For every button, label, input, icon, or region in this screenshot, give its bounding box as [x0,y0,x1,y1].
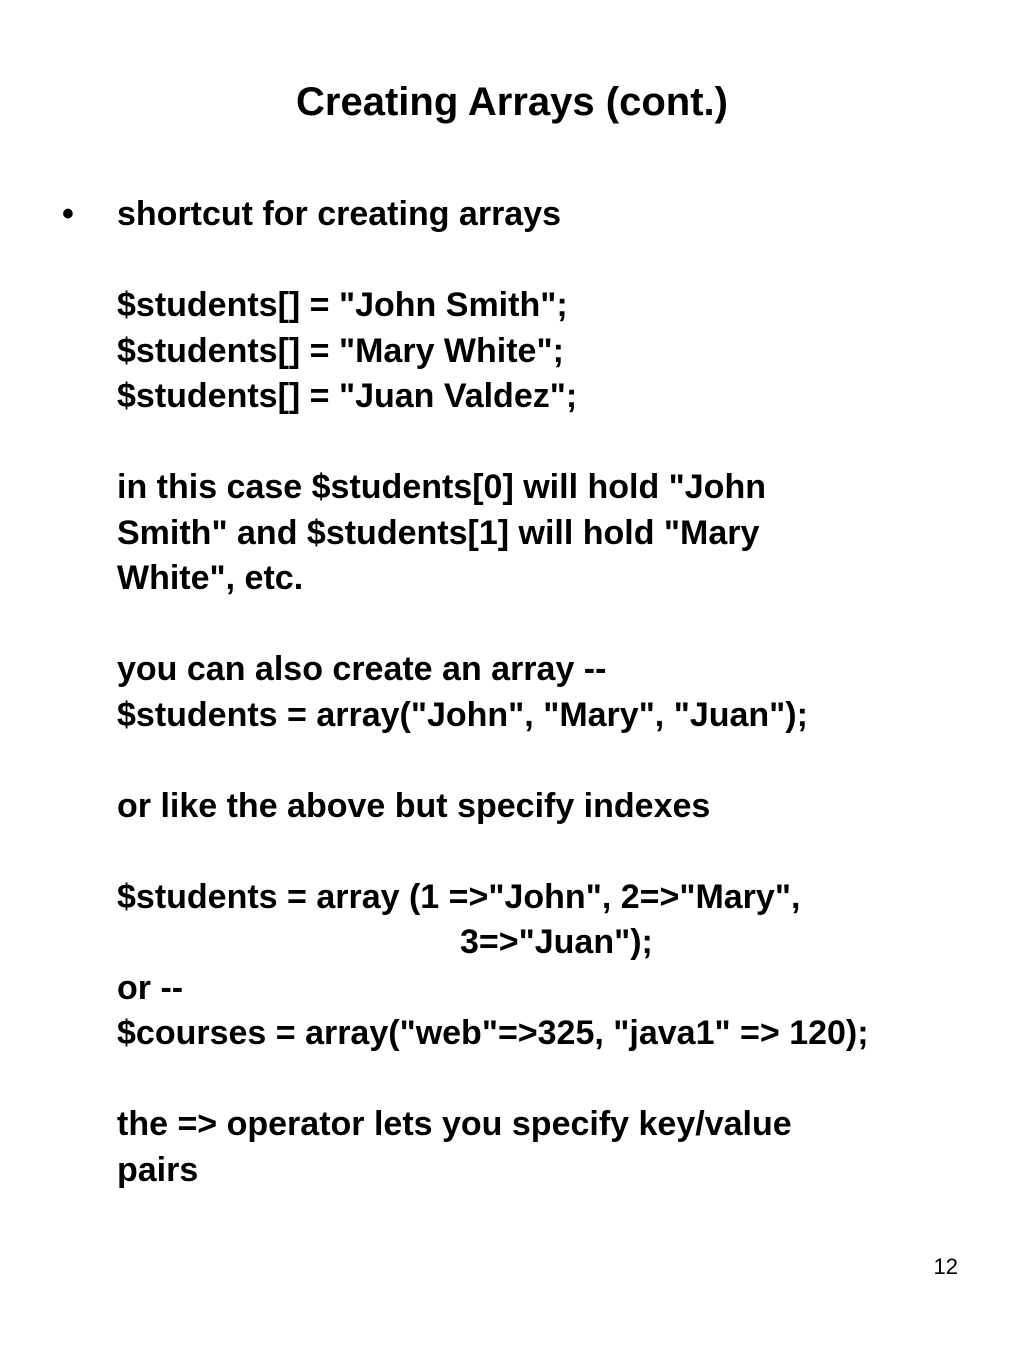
blank-line [117,602,997,648]
blank-line [117,1057,997,1103]
blank-line [117,238,997,284]
blank-line [117,829,997,875]
code-line: 3=>"Juan"); [460,923,653,961]
blank-line [117,420,997,466]
text-line: pairs [117,1150,199,1189]
text-line: or -- [117,968,184,1007]
text-line: the => operator lets you specify key/value [117,1105,792,1143]
text-line: Smith" and $students[1] will hold "Mary [117,513,760,552]
code-line: $students = array("John", "Mary", "Juan"); [117,695,808,734]
code-line: $students = array (1 =>"John", 2=>"Mary", [117,877,801,916]
bullet-content [117,192,997,1193]
text-line: in this case $students[0] will hold "John [117,468,766,506]
text-line: shortcut for creating arrays [117,195,562,233]
code-line: $students[] = "John Smith"; [117,286,568,324]
blank-line [117,738,997,784]
code-line: $students[] = "Juan Valdez"; [117,377,578,415]
code-line: $students[] = "Mary White"; [117,331,564,370]
text-line: or like the above but specify indexes [117,786,711,825]
slide-title: Creating Arrays (cont.) [296,80,728,124]
text-line: White", etc. [117,559,304,597]
page-number: 12 [933,1254,958,1279]
text-line: you can also create an array -- [117,650,607,688]
code-line: $courses = array("web"=>325, "java1" => 120); [117,1014,869,1052]
bullet-marker: • [62,195,74,233]
